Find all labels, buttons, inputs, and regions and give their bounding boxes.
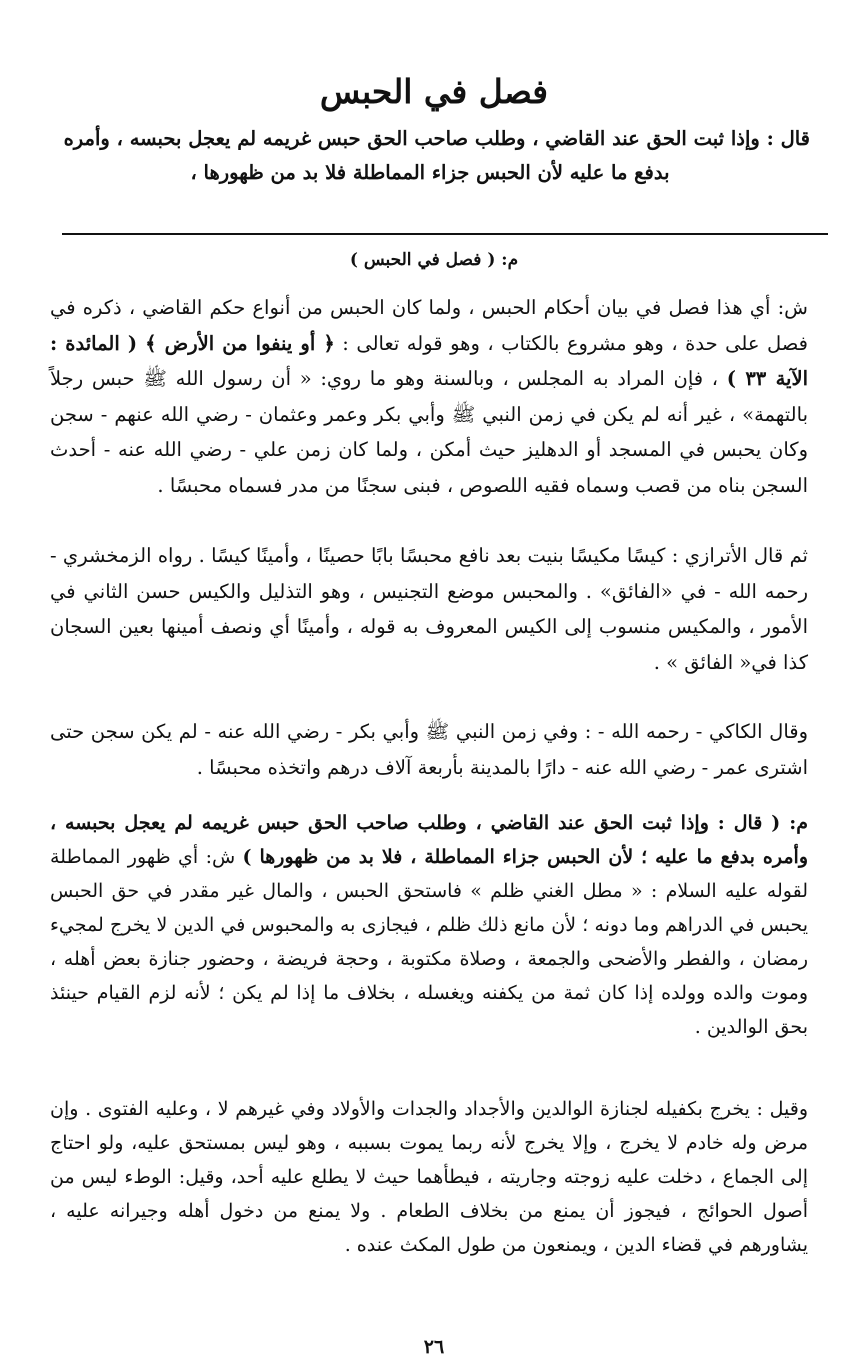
commentary-paragraph-2: ثم قال الأترازي : كيسًا مكيسًا بنيت بعد نافع محبسًا بابًا حصينًا ، وأمينًا كيسًا . رواه الزمخشري - رحمه الله - في «الفائق» . والمحبس موضع التجنيس ، وهو التذليل والكيس حسن الثاني في الأمور ، والمكيس منسوب إلى الكيس المعروف به قوله ، وأمينًا أي ونصف أمينها بعين السجان كذا في« الفائق » . (50, 544, 808, 674)
commentary-paragraph-5: وقيل : يخرج بكفيله لجنازة الوالدين والأجداد والجدات والأولاد وفي غيرهم لا ، وعليه الفتوى . وإن مرض وله خادم لا يخرج ، وإلا يخرج لأنه ربما يموت بسببه ، وهو ليس بمستحق عليه، ولو احتاج إلى الجماع ، دخلت عليه زوجته وجاريته ، فيطأهما حيث لا يطلع عليه أحد، وقيل: الوطء ليس من أصول الحوائج ، فيجوز أن يمنع من بخلاف الطعام . ولا يمنع من دخول أهله وجيرانه عليه ، يشاورهم في قضاء الدين ، ويمنعون من طول المكث عنده . (50, 1098, 808, 1256)
commentary-paragraph-4 (50, 806, 808, 1044)
commentary-paragraph-1 (50, 290, 808, 503)
matn-line-1: قال : وإذا ثبت الحق عند القاضي ، وطلب صاحب الحق حبس غريمه لم يعجل بحبسه ، وأمره (63, 127, 810, 150)
commentary-paragraph-3: وقال الكاكي - رحمه الله - : وفي زمن النبي ﷺ وأبي بكر - رضي الله عنه - لم يكن سجن حتى اشترى عمر - رضي الله عنه - دارًا بالمدينة بأربعة آلاف درهم واتخذه محبسًا . (50, 720, 808, 779)
quran-citation: ﴿ أو ينفوا من الأرض ﴾ ( المائدة : الآية ٣٣ ) (50, 331, 808, 390)
page-number: ٢٦ (423, 1336, 445, 1358)
paragraph-4-text: ش: أي ظهور المماطلة لقوله عليه السلام : « مطل الغني ظلم » فاستحق الحبس ، والمال غير مقدر في حق الحبس يحبس في الدراهم وما دونه ؛ لأن مانع ذلك ظلم ، فيجازى به والمحبوس في الدين لا يخرج لمجيء رمضان ، والفطر والأضحى والجمعة ، وصلاة مكتوبة ، وحجة فريضة ، وحضور جنازة بعض أهله ، وموت والده وولده إذا كان ثمة من يكفنه ويغسله ، بخلاف ما إذا لم يكن ؛ لأنه لزم القيام حينئذ بحق الوالدين . (50, 846, 808, 1038)
section-heading: م: ( فصل في الحبس ) (349, 250, 519, 270)
chapter-title: فصل في الحبس (319, 72, 549, 111)
paragraph-1-text-a: ش: أي هذا فصل في بيان أحكام الحبس ، ولما كان الحبس من أنواع حكم القاضي ، ذكره في فصل على حدة ، وهو مشروع بالكتاب ، وهو قوله تعالى : (50, 296, 808, 355)
matn-line-2: بدفع ما عليه لأن الحبس جزاء المماطلة فلا بد من ظهورها ، (190, 161, 670, 184)
paragraph-1-text-c: ، فإن المراد به المجلس ، وبالسنة وهو ما روي: « أن رسول الله ﷺ حبس رجلاً بالتهمة» ، غير أنه لم يكن في زمن النبي ﷺ وأبي بكر وعمر وعثمان - رضي الله عنهم - سجن وكان يحبس في المسجد أو الدهليز حيث أمكن ، ولما كان زمن علي - رضي الله عنه - أحدث السجن بناه من قصب وسماه فقيه اللصوص ، فبنى سجنًا من مدر فسماه محبسًا . (50, 367, 808, 497)
separator-rule (62, 233, 828, 235)
matn-quote: م: ( قال : وإذا ثبت الحق عند القاضي ، وطلب صاحب الحق حبس غريمه لم يعجل بحبسه ، وأمره بدفع ما عليه ؛ لأن الحبس جزاء المماطلة ، فلا بد من ظهورها ) (50, 812, 808, 868)
matn-text (50, 122, 810, 190)
